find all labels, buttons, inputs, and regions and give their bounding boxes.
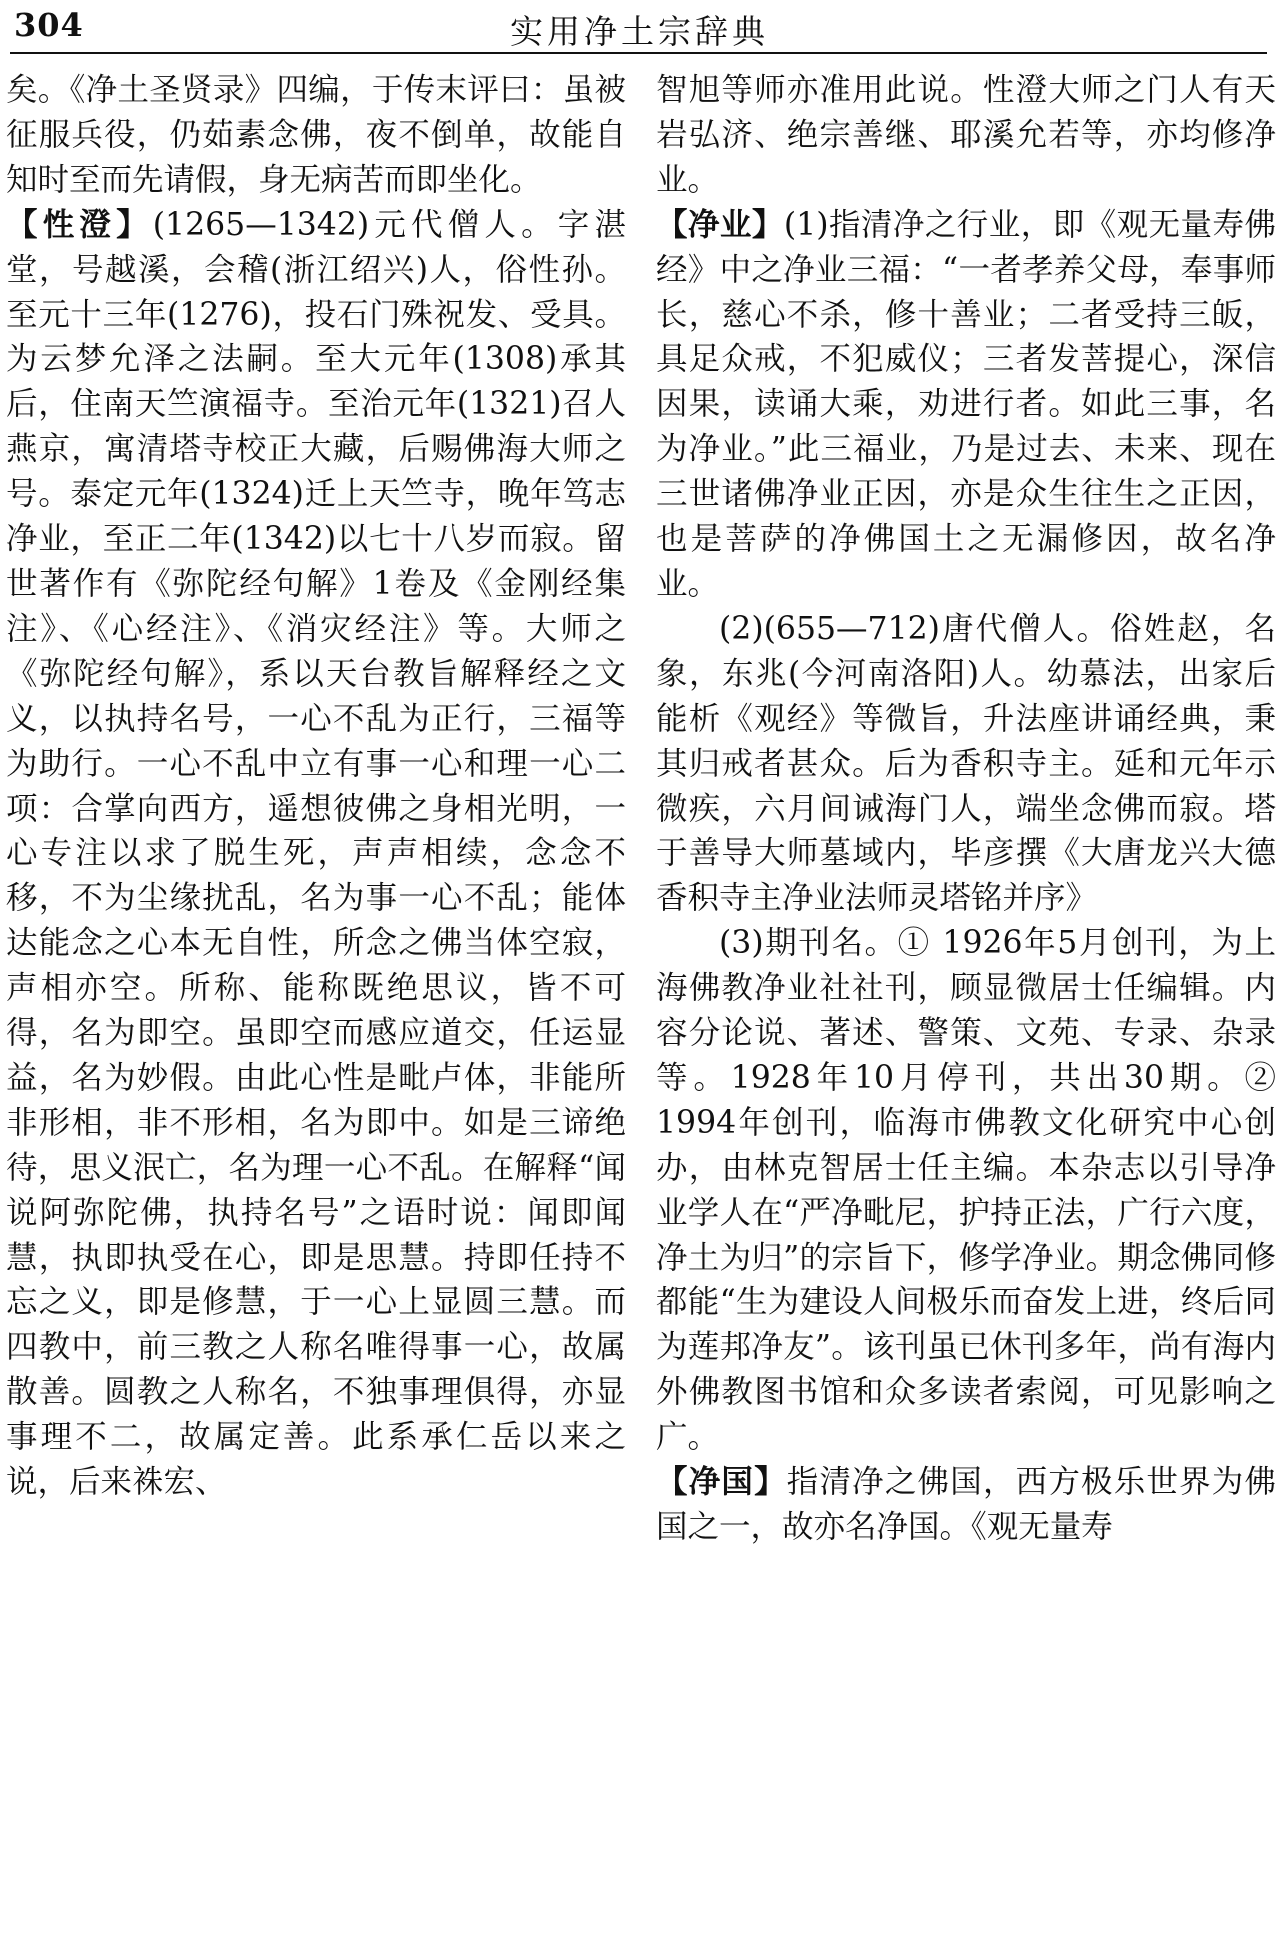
running-title: 实用净土宗辞典 [510, 12, 769, 51]
paragraph [656, 607, 1276, 921]
paragraph [656, 203, 1276, 607]
paragraph [656, 68, 1276, 203]
paragraph [656, 921, 1276, 1460]
paragraph [6, 203, 626, 1505]
entry-headword: 【性澄】 [6, 205, 153, 243]
paragraph-text: (3)期刊名。① 1926年5月创刊，为上海佛教净业社社刊，顾显微居士任编辑。内容分论说、著述、警策、文苑、专录、杂录等。1928年10月停刊，共出30期。② 1994年创刊，临海市佛教文化研究中心创办，由林克智居士任主编。本杂志以引导净业学人在“严净毗尼，护持正法，广行六度，净土为归”的宗旨下，修学净业。期念佛同修都能“生为建设人间极乐而奋发上进，终后同为莲邦净友”。该刊虽已休刊多年，尚有海内外佛教图书馆和众多读者索阅，可见影响之广。 [656, 925, 1276, 1456]
page-number: 304 [14, 6, 84, 44]
paragraph-text: 矣。《净土圣贤录》四编，于传末评曰：虽被征服兵役，仍茹素念佛，夜不倒单，故能自知时至而先请假，身无病苦而即坐化。 [6, 72, 626, 198]
entry-headword: 【净国】 [656, 1463, 787, 1501]
paragraph-text: 指清净之佛国，西方极乐世界为佛国之一，故亦名净国。《观无量寿 [656, 1464, 1276, 1545]
paragraph [656, 1460, 1276, 1550]
left-column [6, 68, 626, 1949]
paragraph-text: 智旭等师亦准用此说。性澄大师之门人有天岩弘济、绝宗善继、耶溪允若等，亦均修净业。 [656, 72, 1276, 198]
header-rule [10, 52, 1267, 54]
entry-headword: 【净业】 [656, 205, 784, 243]
paragraph-text: (2)(655—712)唐代僧人。俗姓赵，名象，东兆(今河南洛阳)人。幼慕法，出家后能析《观经》等微旨，升法座讲诵经典，秉其归戒者甚众。后为香积寺主。延和元年示微疾，六月间诫海门人，端坐念佛而寂。塔于善导大师墓域内，毕彦撰《大唐龙兴大德香积寺主净业法师灵塔铭并序》 [656, 610, 1276, 917]
paragraph-text: (1)指清净之行业，即《观无量寿佛经》中之净业三福：“一者孝养父母，奉事师长，慈心不杀，修十善业；二者受持三皈，具足众戒，不犯威仪；三者发菩提心，深信因果，读诵大乘，劝进行者。如此三事，名为净业。”此三福业，乃是过去、未来、现在三世诸佛净业正因，亦是众生往生之正因，也是菩萨的净佛国土之无漏修因，故名净业。 [656, 206, 1276, 602]
right-column [656, 68, 1276, 1949]
paragraph [6, 68, 626, 203]
page-header [0, 0, 1279, 60]
paragraph-text: (1265—1342)元代僧人。字湛堂，号越溪，会稽(浙江绍兴)人，俗性孙。至元十三年(1276)，投石门殊祝发、受具。为云梦允泽之法嗣。至大元年(1308)承其后，住南天竺演福寺。至治元年(1321)召人燕京，寓清塔寺校正大藏，后赐佛海大师之号。泰定元年(1324)迁上天竺寺，晚年笃志净业，至正二年(1342)以七十八岁而寂。留世著作有《弥陀经句解》1卷及《金刚经集注》、《心经注》、《消灾经注》等。大师之《弥陀经句解》，系以天台教旨解释经之文义，以执持名号，一心不乱为正行，三福等为助行。一心不乱中立有事一心和理一心二项：合掌向西方，遥想彼佛之身相光明，一心专注以求了脱生死，声声相续，念念不移，不为尘缘扰乱，名为事一心不乱；能体达能念之心本无自性，所念之佛当体空寂，声相亦空。所称、能称既绝思议，皆不可得，名为即空。虽即空而感应道交，任运显益，名为妙假。由此心性是毗卢体，非能所非形相，非不形相，名为即中。如是三谛绝待，思义泯亡，名为理一心不乱。在解释“闻说阿弥陀佛，执持名号”之语时说：闻即闻慧，执即执受在心，即是思慧。持即任持不忘之义，即是修慧，于一心上显圆三慧。而四教中，前三教之人称名唯得事一心，故属散善。圆教之人称名，不独事理俱得，亦显事理不二，故属定善。此系承仁岳以来之说，后来袾宏、 [6, 206, 626, 1501]
